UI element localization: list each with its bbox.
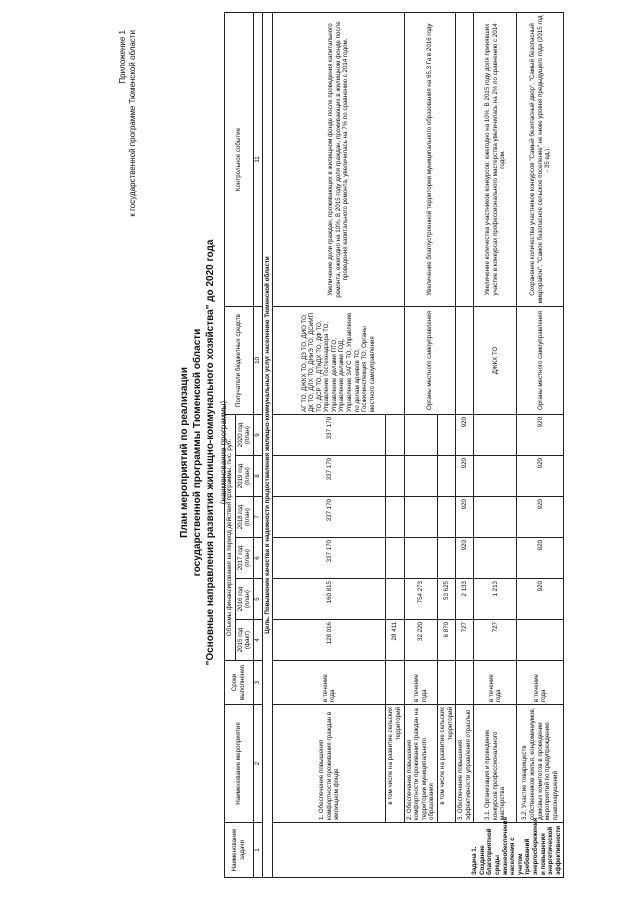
table-row — [474, 12, 517, 877]
activity-cell: 1. Обеспечение повышения комфортности проживания граждан в жилищном фонде — [273, 705, 386, 823]
activity-cell: в том числе на развитие сельских территорий — [437, 705, 455, 823]
value-2016: 920 — [517, 579, 564, 620]
value-2020: 920 — [517, 414, 564, 455]
term-cell: в течение года — [273, 661, 386, 705]
term-cell — [456, 661, 474, 705]
value-2019: 337 170 — [273, 456, 386, 497]
term-cell: в течение года — [404, 661, 437, 705]
value-2016: 53 625 — [437, 579, 455, 620]
appendix-reference — [118, 30, 138, 217]
header-task: Наименование задачи — [225, 823, 254, 878]
header-row-1 — [225, 12, 236, 877]
index-cell: 11 — [253, 12, 262, 306]
value-2015: 32 220 — [404, 620, 437, 661]
document-title — [178, 0, 230, 905]
activity-cell: 3.1. Организация и проведение конкурсов профессионального мастерства — [474, 705, 517, 823]
value-2020: 920 — [456, 414, 474, 455]
value-2016: 160 815 — [273, 579, 386, 620]
index-cell: 3 — [253, 661, 262, 705]
header-2015: 2015 год (факт) — [235, 620, 253, 661]
value-2015: 727 — [456, 620, 474, 661]
value-2017 — [437, 538, 455, 579]
goal-text: Цель. Повышение качества и надежности предоставления жилищно-коммунальных услуг населению Тюменской области — [262, 12, 273, 877]
activity-cell: 3.2. Участие товариществ собственников жилья, кондоминиумов, домовых комитетов в проведении мероприятий по предупреждению правонарушений — [517, 705, 564, 823]
control-event-cell — [456, 12, 474, 306]
header-funding: Объемы финансирования на период действия программы, тыс. руб. — [225, 414, 236, 660]
header-term: Сроки выполнения — [225, 661, 254, 705]
index-cell: 9 — [253, 414, 262, 455]
recipients-cell: Органы местного самоуправления — [517, 306, 564, 414]
title-line-3: "Основные направления развития жилищно-коммунального хозяйства" до 2020 года — [205, 239, 216, 666]
table-row — [273, 12, 386, 877]
term-cell: в течение года — [517, 661, 564, 705]
index-cell: 10 — [253, 306, 262, 414]
recipients-cell — [456, 306, 474, 414]
value-2017: 337 170 — [273, 538, 386, 579]
header-2018: 2018 год (план) — [235, 497, 253, 538]
term-cell — [437, 661, 455, 705]
header-2016: 2016 год (план) — [235, 579, 253, 620]
value-2017: 920 — [456, 538, 474, 579]
index-cell: 7 — [253, 497, 262, 538]
value-2016: 2 133 — [456, 579, 474, 620]
value-2020: 337 170 — [273, 414, 386, 455]
control-event-cell: Увеличение благоустроенной территории муниципального образования на 65,3 Га в 2016 году — [404, 12, 456, 306]
header-2019: 2019 год (план) — [235, 456, 253, 497]
activity-cell: 2. Обеспечение повышения комфортности проживания граждан на территории муниципального образования — [404, 705, 437, 823]
header-control-event: Контрольное событие — [225, 12, 254, 306]
value-2019: 920 — [456, 456, 474, 497]
activity-cell: в том числе на развитие сельских территорий — [386, 705, 404, 823]
column-index-row — [253, 12, 262, 877]
value-2018 — [404, 497, 437, 538]
table-row — [456, 12, 474, 877]
value-2015: 727 — [474, 620, 517, 661]
value-2018 — [437, 497, 455, 538]
index-cell: 1 — [253, 823, 262, 878]
term-cell — [386, 661, 404, 705]
value-2020 — [386, 414, 404, 455]
value-2016: 1 213 — [474, 579, 517, 620]
value-2019 — [474, 456, 517, 497]
value-2020 — [404, 414, 437, 455]
task-1-cell: Задача 1. Создание благоприятной среды жизнеобеспечения населения с учетом требований энергосбережения и повышения энергетической эффективности — [273, 823, 564, 878]
value-2015: 28 411 — [386, 620, 404, 661]
value-2020 — [474, 414, 517, 455]
title-line-2: государственной программы Тюменской области — [192, 328, 203, 577]
value-2016: 754 273 — [404, 579, 437, 620]
table-row — [517, 12, 564, 877]
index-cell: 6 — [253, 538, 262, 579]
title-line-1: План мероприятий по реализации — [179, 367, 190, 538]
value-2019 — [437, 456, 455, 497]
value-2015: 6 870 — [437, 620, 455, 661]
value-2015: 128 016 — [273, 620, 386, 661]
value-2017 — [404, 538, 437, 579]
goal-row — [262, 12, 273, 877]
control-event-cell: Увеличение количества участников конкурсов: ежегодно на 10%. В 2015 году доля принявших участие в конкурсах профессионального мастерства увеличилась на 2% по сравнению с 2014 годом. — [474, 12, 517, 306]
value-2018: 337 170 — [273, 497, 386, 538]
value-2019 — [404, 456, 437, 497]
recipients-cell: ДЖКХ ТО — [474, 306, 517, 414]
value-2018 — [386, 497, 404, 538]
activity-cell: 3. Обеспечение повышения эффективности управления отраслью — [456, 705, 474, 823]
value-2017 — [386, 538, 404, 579]
header-activity: Наименование мероприятия — [225, 705, 254, 823]
index-cell: 5 — [253, 579, 262, 620]
control-event-cell: Увеличение доли граждан, проживающих в жилищном фонде после проведения капитального ремонта, ежегодно на 10%. В 2015 году доля граждан, проживающих в жилищном фонде после проведения капитального ремонта, увеличилась на 7% по сравнению с 2014 годом. — [273, 12, 404, 306]
activities-table — [224, 12, 564, 878]
recipients-cell: Органы местного самоуправления — [404, 306, 456, 414]
appendix-line-1: Приложение 1 — [118, 30, 127, 84]
header-2020: 2020 год (план) — [235, 414, 253, 455]
value-2018 — [474, 497, 517, 538]
recipients-cell: АГ ТО, ДЖКХ ТО, ДЗ ТО, ДИО ТО, ДК ТО, ДЛХ ТО, ДНиЭ ТО, ДСиМП ТО, ДСР ТО, ДТиДХ ТО, ДФ ТО, Управление Гостехнадзора ТО, Управление делами ПТО, Управление делами ГОД, Управление ЗАГС ТО, Управление по делам архивов ТО, Госжилинспекция ТО, Органы местного самоуправления — [273, 306, 404, 414]
index-cell: 8 — [253, 456, 262, 497]
appendix-line-2: к государственной программе Тюменской области — [128, 30, 137, 217]
value-2018: 920 — [517, 497, 564, 538]
value-2017: 920 — [517, 538, 564, 579]
term-cell: в течение года — [474, 661, 517, 705]
value-2018: 920 — [456, 497, 474, 538]
value-2015 — [517, 620, 564, 661]
table-row — [404, 12, 437, 877]
header-2017: 2017 год (план) — [235, 538, 253, 579]
control-event-cell: Сохранение количества участников конкурсов "Самый безопасный двор", "Самый безопасный микрорайон", "Самое безопасное сельское поселение" не ниже уровня предыдущего года (2015 год - 35 ед.). — [517, 12, 564, 306]
index-cell: 4 — [253, 620, 262, 661]
value-2017 — [474, 538, 517, 579]
value-2016 — [386, 579, 404, 620]
header-recipients: Получатели бюджетных средств — [225, 306, 254, 414]
value-2020 — [437, 414, 455, 455]
index-cell: 2 — [253, 705, 262, 823]
value-2019: 920 — [517, 456, 564, 497]
title-line-4: (наименование программы) — [219, 400, 228, 505]
value-2019 — [386, 456, 404, 497]
